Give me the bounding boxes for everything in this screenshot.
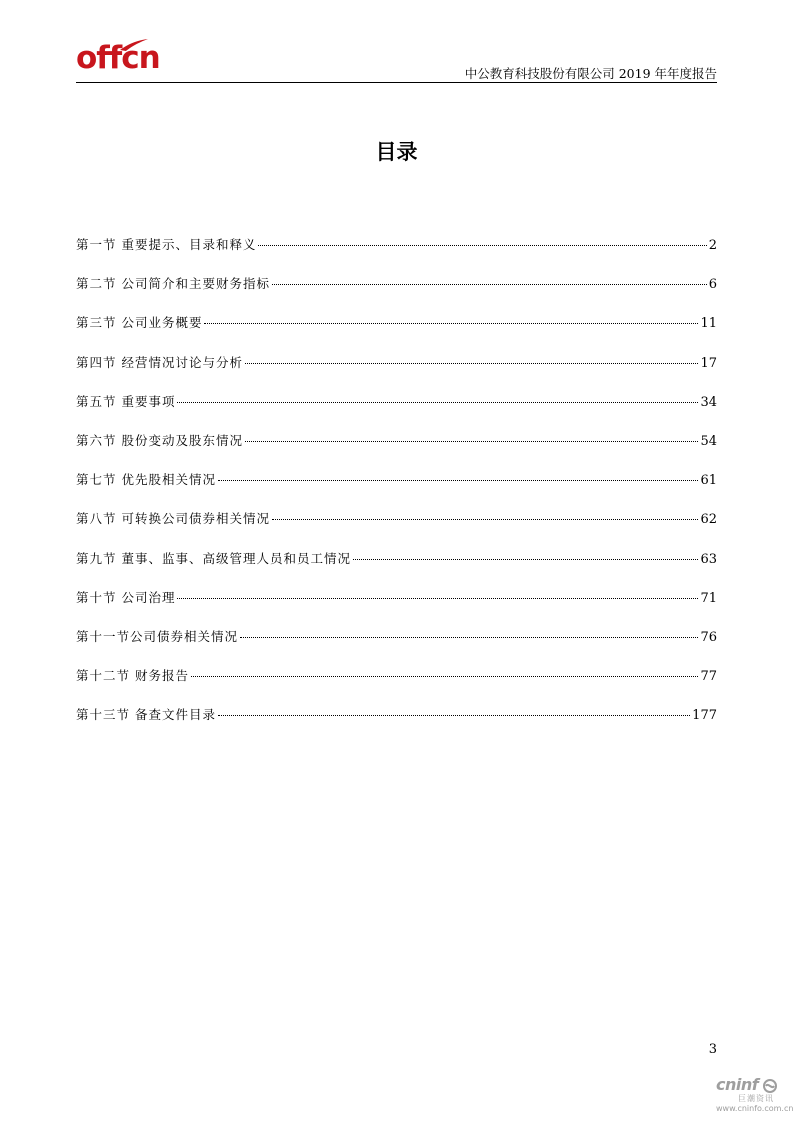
toc-entry[interactable] xyxy=(76,627,717,666)
toc-entry[interactable] xyxy=(76,509,717,548)
toc-entry[interactable] xyxy=(76,549,717,588)
toc-entry[interactable] xyxy=(76,470,717,509)
toc-entry-page: 177 xyxy=(692,708,717,724)
toc-entry-page: 54 xyxy=(700,433,717,449)
toc-entry-label: 第三节 公司业务概要 xyxy=(76,315,203,331)
toc-leader-dots xyxy=(240,637,698,638)
cninfo-watermark xyxy=(716,1075,793,1113)
toc-entry[interactable] xyxy=(76,313,717,352)
toc-entry-page: 34 xyxy=(700,394,717,410)
toc-leader-dots xyxy=(177,402,698,403)
toc-entry-page: 62 xyxy=(700,512,717,528)
toc-entry[interactable] xyxy=(76,274,717,313)
toc-leader-dots xyxy=(218,715,690,716)
toc-entry-label: 第九节 董事、监事、高级管理人员和员工情况 xyxy=(76,550,351,566)
toc-entry-page: 76 xyxy=(700,629,717,645)
toc-entry[interactable] xyxy=(76,588,717,627)
toc-entry-page: 11 xyxy=(700,316,717,332)
header-divider xyxy=(76,82,717,83)
toc-leader-dots xyxy=(177,598,698,599)
logo-swoosh-icon xyxy=(118,38,150,52)
toc-entry-label: 第四节 经营情况讨论与分析 xyxy=(76,354,243,370)
toc-leader-dots xyxy=(272,519,698,520)
toc-entry[interactable] xyxy=(76,431,717,470)
toc-leader-dots xyxy=(353,559,698,560)
toc-leader-dots xyxy=(245,363,698,364)
toc-entry-page: 63 xyxy=(700,551,717,567)
toc-entry[interactable] xyxy=(76,705,717,744)
toc-leader-dots xyxy=(272,284,707,285)
toc-leader-dots xyxy=(245,441,698,442)
toc-entry-label: 第十三节 备查文件目录 xyxy=(76,707,216,723)
toc-leader-dots xyxy=(204,323,698,324)
toc-leader-dots xyxy=(191,676,698,677)
toc-entry-label: 第八节 可转换公司债券相关情况 xyxy=(76,511,270,527)
page-number: 3 xyxy=(708,1042,717,1057)
offcn-logo: offcn xyxy=(76,40,160,76)
toc-entry-page: 17 xyxy=(700,355,717,371)
toc-entry-page: 2 xyxy=(708,238,717,253)
toc-title: 目录 xyxy=(375,140,418,164)
toc-entry-label: 第二节 公司简介和主要财务指标 xyxy=(76,276,270,292)
cninfo-brand: cninf xyxy=(716,1075,759,1094)
cninfo-url: www.cninfo.com.cn xyxy=(716,1104,793,1113)
toc-entry[interactable] xyxy=(76,666,717,705)
report-header-title: 中公教育科技股份有限公司 2019 年年度报告 xyxy=(464,66,717,81)
cninfo-chinese-name: 巨潮资讯 xyxy=(738,1094,774,1103)
toc-entry-label: 第五节 重要事项 xyxy=(76,393,176,409)
toc-entry-label: 第六节 股份变动及股东情况 xyxy=(76,432,243,448)
toc-entry-page: 77 xyxy=(700,669,717,685)
toc-leader-dots xyxy=(218,480,698,481)
cninfo-swirl-icon xyxy=(763,1079,777,1093)
toc-entry-page: 6 xyxy=(708,277,717,293)
toc-entry[interactable] xyxy=(76,353,717,392)
toc-entry-label: 第十一节公司债券相关情况 xyxy=(76,628,239,644)
toc-entry-label: 第十二节 财务报告 xyxy=(76,668,189,684)
toc-entry-label: 第十节 公司治理 xyxy=(76,589,176,605)
toc-entry-label: 第一节 重要提示、目录和释义 xyxy=(76,237,257,252)
toc-leader-dots xyxy=(258,245,706,246)
toc-entry-label: 第七节 优先股相关情况 xyxy=(76,472,216,488)
toc-entry-page: 71 xyxy=(700,590,717,606)
toc-entry-page: 61 xyxy=(700,473,717,489)
toc-entry[interactable] xyxy=(76,392,717,431)
toc-entry[interactable] xyxy=(76,235,717,274)
toc-list xyxy=(76,235,717,744)
